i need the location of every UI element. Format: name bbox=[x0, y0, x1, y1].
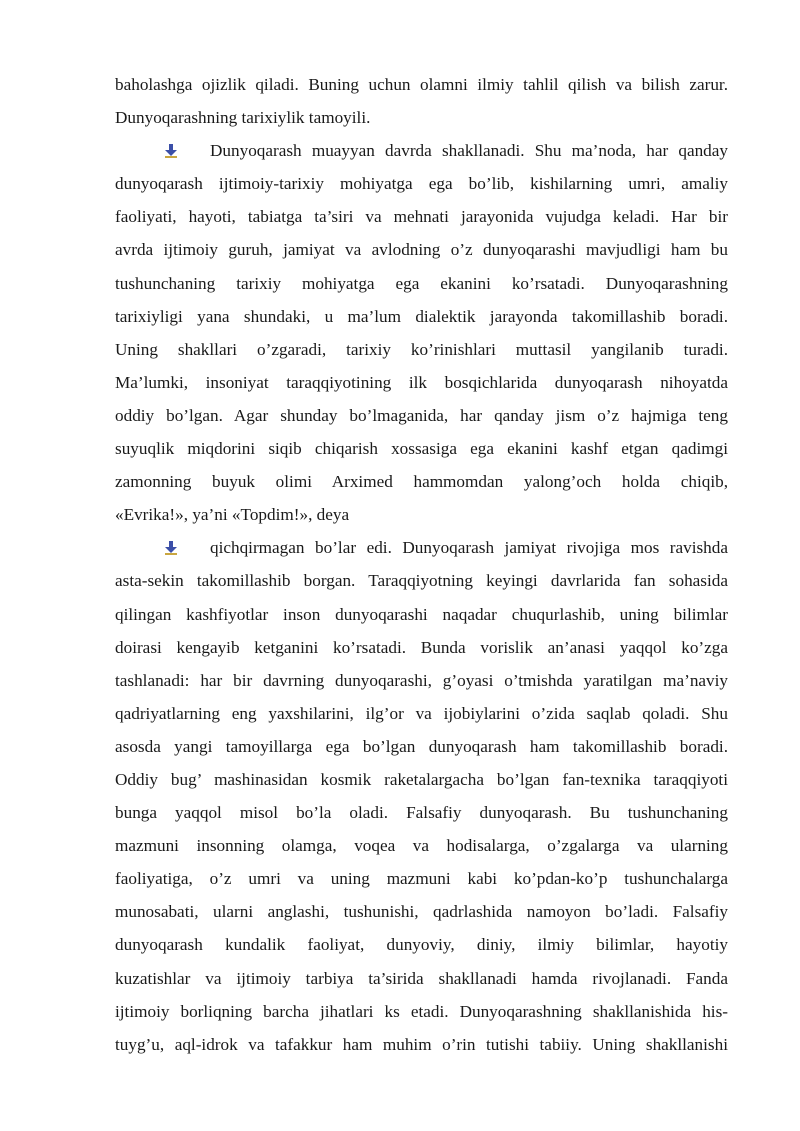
text-line: tashlanadi: har bir davrning dunyoqarashi, g’oyasi o’tmishda yaratilgan ma’naviy bbox=[115, 670, 728, 690]
text-line: Uning shakllari o’zgaradi, tarixiy ko’rinishlari muttasil yangilanib turadi. bbox=[115, 339, 728, 359]
bullet-text: Dunyoqarash muayyan davrda shakllanadi. Shu ma’noda, har qanday bbox=[210, 141, 728, 161]
text-line: ijtimoiy borliqning barcha jihatlari ks etadi. Dunyoqarashning shakllanishida his- bbox=[115, 1001, 728, 1021]
text-line: tushunchaning tarixiy mohiyatga ega ekanini ko’rsatadi. Dunyoqarashning bbox=[115, 273, 728, 293]
text-line: suyuqlik miqdorini siqib chiqarish xossasiga ega ekanini kashf etgan qadimgi bbox=[115, 439, 728, 459]
text-line: faoliyati, hayoti, tabiatga ta’siri va mehnati jarayonida vujudga keladi. Har bir bbox=[115, 207, 728, 227]
text-line: kuzatishlar va ijtimoiy tarbiya ta’sirida shakllanadi hamda rivojlanadi. Fanda bbox=[115, 968, 728, 988]
bullet-paragraph-line bbox=[115, 134, 728, 167]
text-line: baholashga ojizlik qiladi. Buning uchun olamni ilmiy tahlil qilish va bilish zarur. bbox=[115, 75, 728, 94]
down-arrow-bullet-icon bbox=[164, 541, 178, 555]
bullet-text: qichqirmagan bo’lar edi. Dunyoqarash jamiyat rivojiga mos ravishda bbox=[210, 538, 728, 558]
text-line: asta-sekin takomillashib borgan. Taraqqiyotning keyingi davrlarida fan sohasida bbox=[115, 571, 728, 591]
text-line: zamonning buyuk olimi Arximed hammomdan yalong’och holda chiqib, bbox=[115, 472, 728, 492]
text-line: Oddiy bug’ mashinasidan kosmik raketalargacha bo’lgan fan-texnika taraqqiyoti bbox=[115, 769, 728, 789]
text-line: dunyoqarash kundalik faoliyat, dunyoviy, diniy, ilmiy bilimlar, hayotiy bbox=[115, 935, 728, 955]
text-line: asosda yangi tamoyillarga ega bo’lgan dunyoqarash ham takomillashib boradi. bbox=[115, 736, 728, 756]
text-line: «Evrika!», ya’ni «Topdim!», deya bbox=[115, 505, 350, 525]
text-line: Ma’lumki, insoniyat taraqqiyotining ilk bosqichlarida dunyoqarash nihoyatda bbox=[115, 372, 728, 392]
text-line: qadriyatlarning eng yaxshilarini, ilg’or va ijobiylarini o’zida saqlab qoladi. Shu bbox=[115, 703, 728, 723]
document-page bbox=[115, 68, 728, 1061]
text-line: Dunyoqarashning tarixiylik tamoyili. bbox=[115, 108, 371, 128]
text-line: qilingan kashfiyotlar inson dunyoqarashi naqadar chuqurlashib, uning bilimlar bbox=[115, 604, 728, 624]
text-line: bunga yaqqol misol bo’la oladi. Falsafiy dunyoqarash. Bu tushunchaning bbox=[115, 803, 728, 823]
text-line: tarixiyligi yana shundaki, u ma’lum dialektik jarayonda takomillashib boradi. bbox=[115, 306, 728, 326]
text-line: faoliyatiga, o’z umri va uning mazmuni kabi ko’pdan-ko’p tushunchalarga bbox=[115, 869, 728, 889]
text-line: munosabati, ularni anglashi, tushunishi, qadrlashida namoyon bo’ladi. Falsafiy bbox=[115, 902, 728, 922]
bullet-paragraph-line bbox=[115, 531, 728, 564]
text-line: mazmuni insonning olamga, voqea va hodisalarga, o’zgalarga va ularning bbox=[115, 836, 728, 856]
text-line: oddiy bo’lgan. Agar shunday bo’lmaganida, har qanday jism o’z hajmiga teng bbox=[115, 405, 728, 425]
text-line: avrda ijtimoiy guruh, jamiyat va avlodning o’z dunyoqarashi mavjudligi ham bu bbox=[115, 240, 728, 260]
down-arrow-bullet-icon bbox=[164, 144, 178, 158]
text-line: dunyoqarash ijtimoiy-tarixiy mohiyatga ega bo’lib, kishilarning umri, amaliy bbox=[115, 174, 728, 194]
text-line: doirasi kengayib ketganini ko’rsatadi. Bunda vorislik an’anasi yaqqol ko’zga bbox=[115, 637, 728, 657]
text-line: tuyg’u, aql-idrok va tafakkur ham muhim o’rin tutishi tabiiy. Uning shakllanishi bbox=[115, 1034, 728, 1054]
